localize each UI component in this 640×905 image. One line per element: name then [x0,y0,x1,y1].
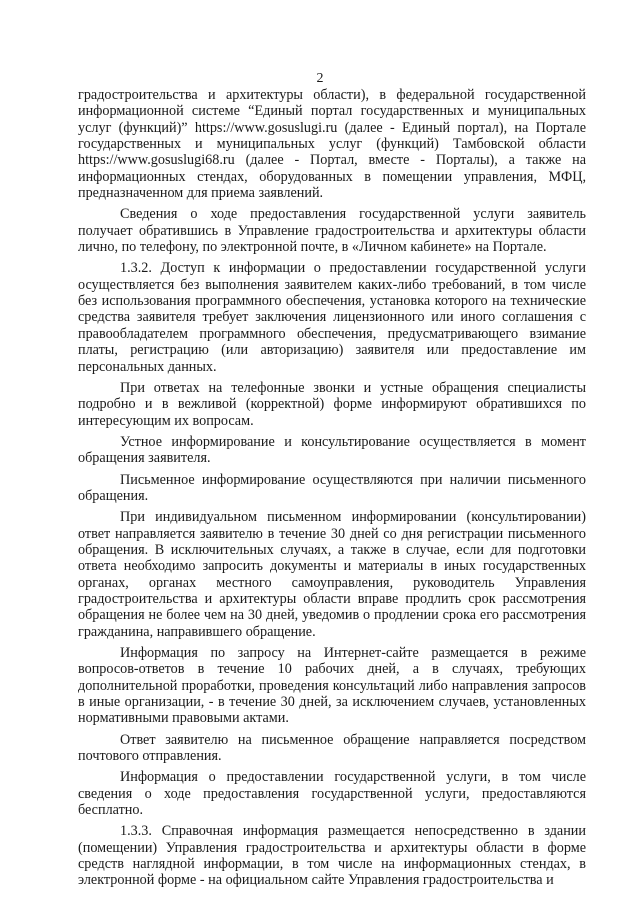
paragraph-postal-answer: Ответ заявителю на письменное обращение направляется посредством почтового отправления. [78,731,586,765]
paragraph-progress-info: Сведения о ходе предоставления государственной услуги заявитель получает обратившись в Управление градостроительства и архитектуры области лично, по телефону, по электронной почте, в «Личном кабинете» на Портале. [78,206,586,256]
paragraph-oral-informing: Устное информирование и консультирование осуществляется в момент обращения заявителя. [78,433,586,467]
paragraph-1-3-2-access: 1.3.2. Доступ к информации о предоставлении государственной услуги осуществляется без выполнения заявителем каких-либо требований, в том числе без использования программного обеспечения, установка которого на технические средства заявителя требует заключения лицензионного или иного соглашения с правообладателем программного обеспечения, предусматривающего взимание платы, регистрацию (или авторизацию) заявителя или предоставление им персональных данных. [78,260,586,375]
paragraph-written-informing: Письменное информирование осуществляются при наличии письменного обращения. [78,471,586,504]
paragraph-individual-written: При индивидуальном письменном информировании (консультировании) ответ направляется заявителю в течение 30 дней со дня регистрации письменного обращения. В исключительных случаях, а также в случае, если для подготовки ответа необходимо запросить документы и материалы в иных государственных органах, органах местного самоуправления, руководитель Управления градостроительства и архитектуры области вправе продлить срок рассмотрения обращения не более чем на 30 дней, уведомив о продлении срока его рассмотрения гражданина, направившего обращение. [78,509,586,640]
paragraph-1-3-3-reference: 1.3.3. Справочная информация размещается непосредственно в здании (помещении) Управления градостроительства и архитектуры области в форме средств наглядной информации, в том числе на информационных стендах, в электронной форме - на официальном сайте Управления градостроительства и [78,823,586,889]
page-number: 2 [316,71,324,86]
document-body [78,87,586,889]
paragraph-internet-requests: Информация по запросу на Интернет-сайте размещается в режиме вопросов-ответов в течение 10 рабочих дней, а в случаях, требующих дополнительной проработки, проведения консультаций либо направления запросов в иные организации, - в течение 30 дней, за исключением случаев, установленных нормативными правовыми актами. [78,645,586,727]
paragraph-free-of-charge: Информация о предоставлении государственной услуги, в том числе сведения о ходе предоставления государственной услуги, предоставляются бесплатно. [78,769,586,819]
paragraph-phone-answers: При ответах на телефонные звонки и устные обращения специалисты подробно и в вежливой (корректной) форме информируют обратившихся по интересующим их вопросам. [78,379,586,429]
paragraph-portals-continued: градостроительства и архитектуры области), в федеральной государственной информационной системе “Единый портал государственных и муниципальных услуг (функций)” https://www.gosuslugi.ru (далее - Единый портал), на Портале государственных и муниципальных услуг (функций) Тамбовской области https://www.gosuslugi68.ru (далее - Портал, вместе - Порталы), а также на информационных стендах, оборудованных в помещении управления, МФЦ, предназначенном для приема заявлений. [78,87,586,202]
